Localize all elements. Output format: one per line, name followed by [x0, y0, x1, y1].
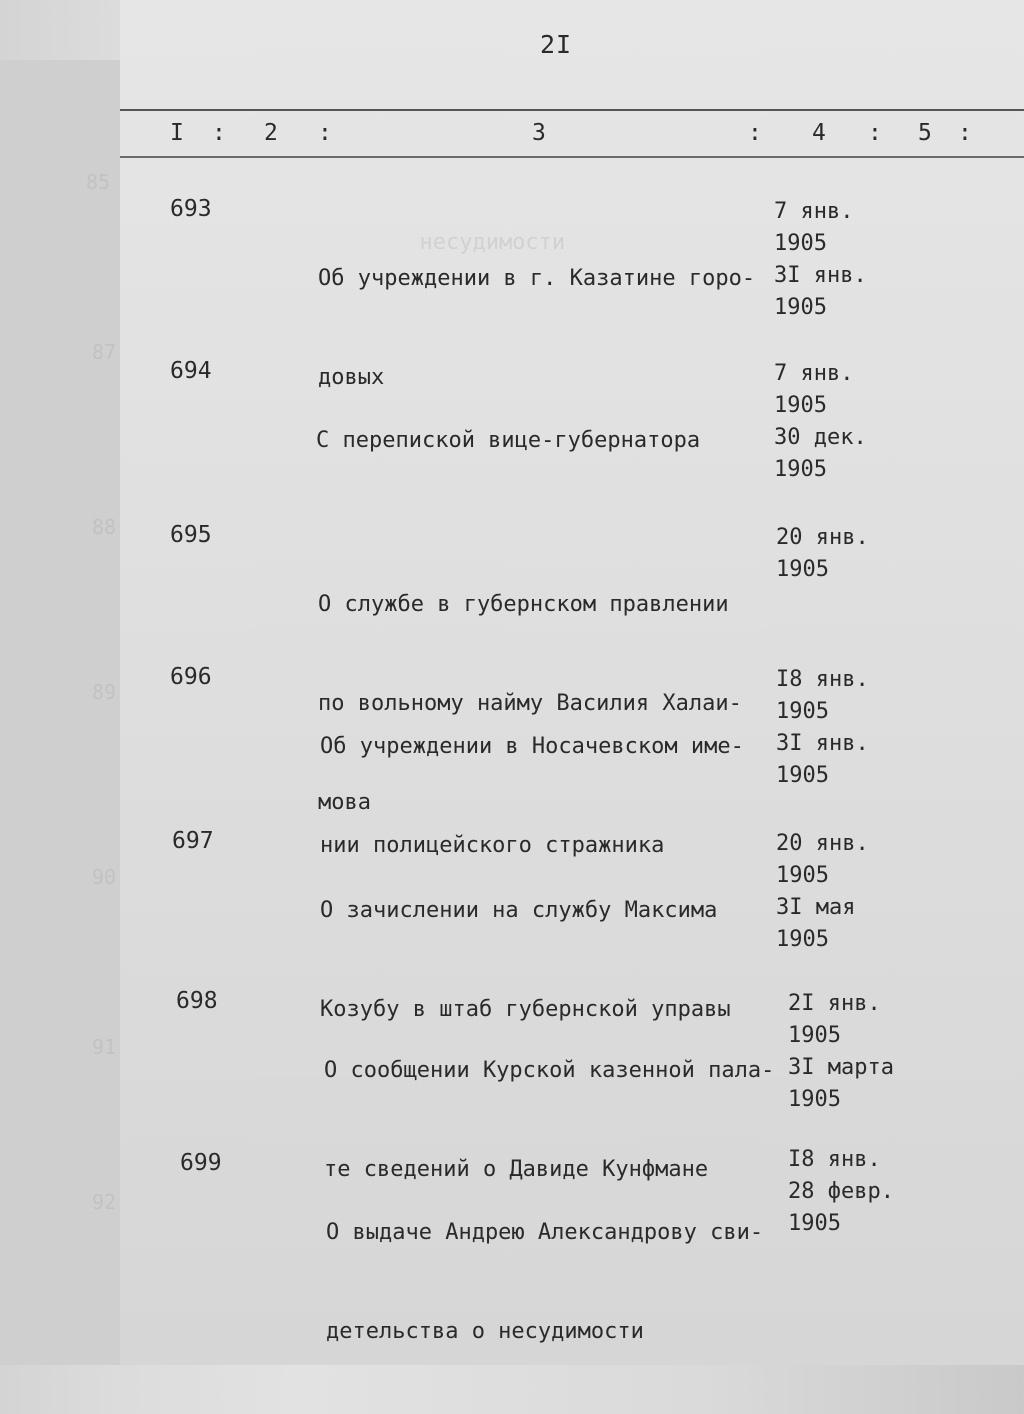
- date-line: I8 янв.: [776, 667, 869, 692]
- description-line: О службе в губернском правлении: [318, 592, 729, 617]
- case-dates: [776, 664, 869, 792]
- date-line: 1905: [776, 863, 829, 888]
- description-line: нии полицейского стражника: [320, 833, 665, 858]
- case-number: 696: [170, 664, 212, 690]
- underlying-page-edge: [0, 60, 120, 1365]
- description-line: О выдаче Андрею Александрову сви-: [326, 1220, 764, 1245]
- date-line: 1905: [788, 1023, 841, 1048]
- case-dates: [774, 196, 867, 324]
- margin-mark: 87: [92, 340, 117, 364]
- column-header-1: I: [170, 120, 184, 146]
- description-line: довых: [318, 365, 385, 390]
- bleed-through-text: несудимости: [340, 230, 566, 255]
- date-line: 3I янв.: [776, 731, 869, 756]
- case-dates: [776, 828, 869, 956]
- date-line: 3I мая: [776, 895, 856, 920]
- date-line: 7 янв.: [774, 361, 854, 386]
- description-line: те сведений о Давиде Кунфмане: [324, 1157, 709, 1182]
- case-dates: [788, 1144, 894, 1240]
- page-number: 2I: [540, 30, 573, 59]
- column-separator: :: [318, 120, 332, 146]
- case-number: 693: [170, 196, 212, 222]
- description-line: Козубу в штаб губернской управы: [320, 997, 731, 1022]
- date-line: 1905: [776, 763, 829, 788]
- case-number: 695: [170, 522, 212, 548]
- column-separator: :: [958, 120, 972, 146]
- date-line: 20 янв.: [776, 525, 869, 550]
- date-line: 1905: [776, 699, 829, 724]
- margin-mark: 85: [86, 170, 111, 194]
- date-line: 1905: [774, 457, 827, 482]
- case-number: 697: [172, 828, 214, 854]
- header-bottom-rule: [120, 156, 1024, 158]
- case-description: [326, 1150, 763, 1414]
- header-top-rule: [120, 109, 1024, 111]
- column-header-4: 4: [812, 120, 826, 146]
- description-line: Об учреждении в г. Казатине горо-: [318, 266, 756, 291]
- margin-mark: 88: [92, 515, 117, 539]
- date-line: 1905: [776, 557, 829, 582]
- column-separator: :: [748, 120, 762, 146]
- date-line: 1905: [774, 231, 827, 256]
- date-line: 28 февр.: [788, 1179, 894, 1204]
- case-dates: [776, 522, 869, 586]
- date-line: 1905: [776, 927, 829, 952]
- margin-mark: 90: [92, 865, 117, 889]
- description-line: по вольному найму Василия Халаи-: [318, 691, 742, 716]
- column-header-5: 5: [918, 120, 932, 146]
- date-line: 3I янв.: [774, 263, 867, 288]
- date-line: 3I марта: [788, 1055, 894, 1080]
- case-description: [316, 358, 700, 523]
- column-header-3: 3: [532, 120, 546, 146]
- date-line: I8 янв.: [788, 1147, 881, 1172]
- date-line: 30 дек.: [774, 425, 867, 450]
- date-line: 1905: [788, 1087, 841, 1112]
- case-dates: [774, 358, 867, 486]
- date-line: 1905: [788, 1211, 841, 1236]
- margin-mark: 89: [92, 680, 117, 704]
- description-line: детельства о несудимости: [326, 1319, 644, 1344]
- date-line: 20 янв.: [776, 831, 869, 856]
- case-number: 694: [170, 358, 212, 384]
- case-number: 699: [180, 1150, 222, 1176]
- date-line: 1905: [774, 295, 827, 320]
- date-line: 2I янв.: [788, 991, 881, 1016]
- case-number: 698: [176, 988, 218, 1014]
- description-line: С перепиской вице-губернатора: [316, 428, 701, 453]
- column-header-2: 2: [264, 120, 278, 146]
- description-line: Об учреждении в Носачевском име-: [320, 734, 744, 759]
- description-line: О сообщении Курской казенной пала-: [324, 1058, 775, 1083]
- date-line: 1905: [774, 393, 827, 418]
- case-dates: [788, 988, 894, 1116]
- margin-mark: 91: [92, 1035, 117, 1059]
- column-separator: :: [212, 120, 226, 146]
- description-line: О зачислении на службу Максима: [320, 898, 718, 923]
- date-line: 7 янв.: [774, 199, 854, 224]
- description-line: мова: [318, 790, 371, 815]
- margin-mark: 92: [92, 1190, 117, 1214]
- column-separator: :: [868, 120, 882, 146]
